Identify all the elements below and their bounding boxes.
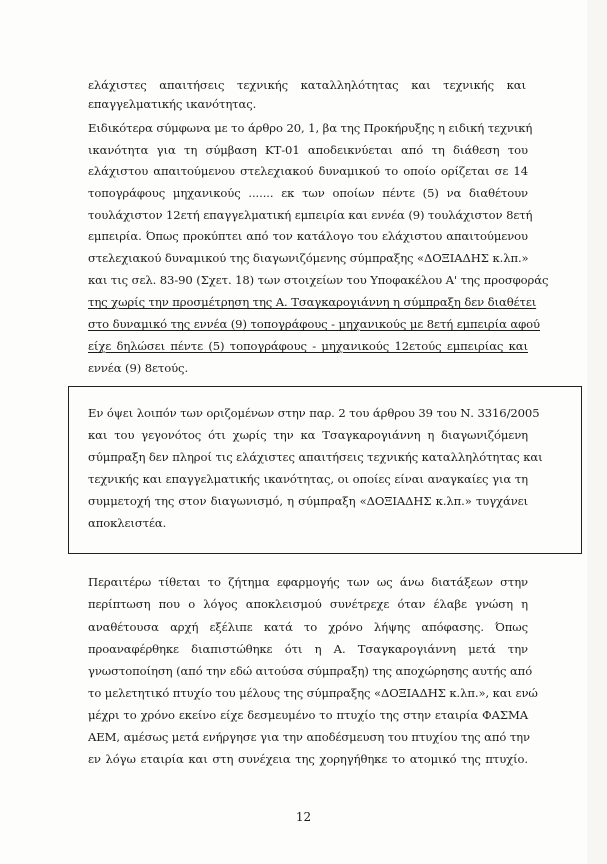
paragraph4-line: περίπτωση που ο λόγος αποκλεισμού συνέτρεχε όταν έλαβε γνώση η bbox=[88, 597, 528, 611]
paragraph4-line: αναθέτουσα αρχή εξέλιπε κατά το χρόνο λήψης απόφασης. Όπως bbox=[88, 620, 528, 634]
paragraph2-line: στελεχιακού δυναμικού της διαγωνιζόμενης σύμπραξης «ΔΟΞΙΑΔΗΣ κ.λπ.» bbox=[88, 251, 529, 265]
paragraph2-line: εμπειρία. Όπως προκύπτει από τον κατάλογο του ελάχιστου απαιτούμενου bbox=[88, 229, 528, 243]
boxed-paragraph-line: συμμετοχή της στον διαγωνισμό, η σύμπραξη «ΔΟΞΙΑΔΗΣ κ.λπ.» τυγχάνει bbox=[88, 494, 528, 508]
paragraph2-line: ελάχιστου απαιτούμενου στελεχιακού δυναμικού το οποίο ορίζεται σε 14 bbox=[88, 164, 528, 178]
paragraph2-line: τοπογράφους μηχανικούς ....... εκ των οποίων πέντε (5) να διαθέτουν bbox=[88, 186, 528, 200]
paragraph2-line: και τις σελ. 83-90 (Σχετ. 18) των στοιχείων του Υποφακέλου Α' της προσφοράς bbox=[88, 273, 549, 287]
paragraph2-line-underlined: της χωρίς την προσμέτρηση της Α. Τσαγκαρογιάννη η σύμπραξη δεν διαθέτει bbox=[88, 295, 537, 309]
paragraph2-line: τουλάχιστον 12ετή επαγγελματική εμπειρία και εννέα (9) τουλάχιστον 8ετή bbox=[88, 208, 533, 222]
paragraph2-line: ικανότητα για τη σύμβαση ΚΤ-01 αποδεικνύεται από τη διάθεση του bbox=[88, 143, 528, 157]
boxed-paragraph-line: Εν όψει λοιπόν των οριζομένων στην παρ. 2 του άρθρου 39 του Ν. 3316/2005 bbox=[88, 406, 540, 420]
paragraph4-line: γνωστοποίηση (από την εδώ αιτούσα σύμπραξη) της αποχώρησης αυτής από bbox=[88, 664, 533, 678]
paragraph1-line: επαγγελματικής ικανότητας. bbox=[88, 97, 257, 111]
boxed-paragraph-line: αποκλειστέα. bbox=[88, 516, 167, 530]
paragraph4-line: Περαιτέρω τίθεται το ζήτημα εφαρμογής των ως άνω διατάξεων στην bbox=[88, 575, 528, 589]
boxed-paragraph-line: τεχνικής και επαγγελματικής ικανότητας, οι οποίες είναι αναγκαίες για τη bbox=[88, 472, 528, 486]
paragraph4-line: ΑΕΜ, αμέσως μετά ενήργησε για την αποδέσμευση του πτυχίου της από την bbox=[88, 730, 530, 744]
paragraph2-line-underlined: στο δυναμικό της εννέα (9) τοπογράφους - μηχανικούς με 8ετή εμπειρία αφού bbox=[88, 317, 540, 331]
boxed-paragraph-line: σύμπραξη δεν πληροί τις ελάχιστες απαιτήσεις τεχνικής καταλληλότητας και bbox=[88, 450, 543, 464]
page-number: 12 bbox=[295, 810, 312, 824]
paragraph2-line: εννέα (9) 8ετούς. bbox=[88, 361, 189, 375]
paragraph4-line: μέχρι το χρόνο εκείνο είχε δεσμευμένο το πτυχίο της στην εταιρία ΦΑΣΜΑ bbox=[88, 708, 528, 722]
paragraph2-line-underlined: είχε δηλώσει πέντε (5) τοπογράφους - μηχανικούς 12ετούς εμπειρίας και bbox=[88, 339, 528, 353]
boxed-paragraph-line: και του γεγονότος ότι χωρίς την κα Τσαγκαρογιάννη η διαγωνιζόμενη bbox=[88, 428, 528, 442]
paragraph4-line: το μελετητικό πτυχίο του μέλους της σύμπραξης «ΔΟΞΙΑΔΗΣ κ.λπ.», και ενώ bbox=[88, 686, 538, 700]
scan-edge-shadow bbox=[587, 0, 607, 864]
paragraph4-line: εν λόγω εταιρία και στη συνέχεια της χορηγήθηκε το ατομικό της πτυχίο. bbox=[88, 752, 528, 766]
paragraph4-line: προαναφέρθηκε διαπιστώθηκε ότι η Α. Τσαγκαρογιάννη μετά την bbox=[88, 642, 528, 656]
paragraph1-line: ελάχιστες απαιτήσεις τεχνικής καταλληλότητας και τεχνικής και bbox=[88, 78, 526, 92]
paragraph2-line: Ειδικότερα σύμφωνα με το άρθρο 20, 1, βα της Προκήρυξης η ειδική τεχνική bbox=[88, 121, 533, 135]
